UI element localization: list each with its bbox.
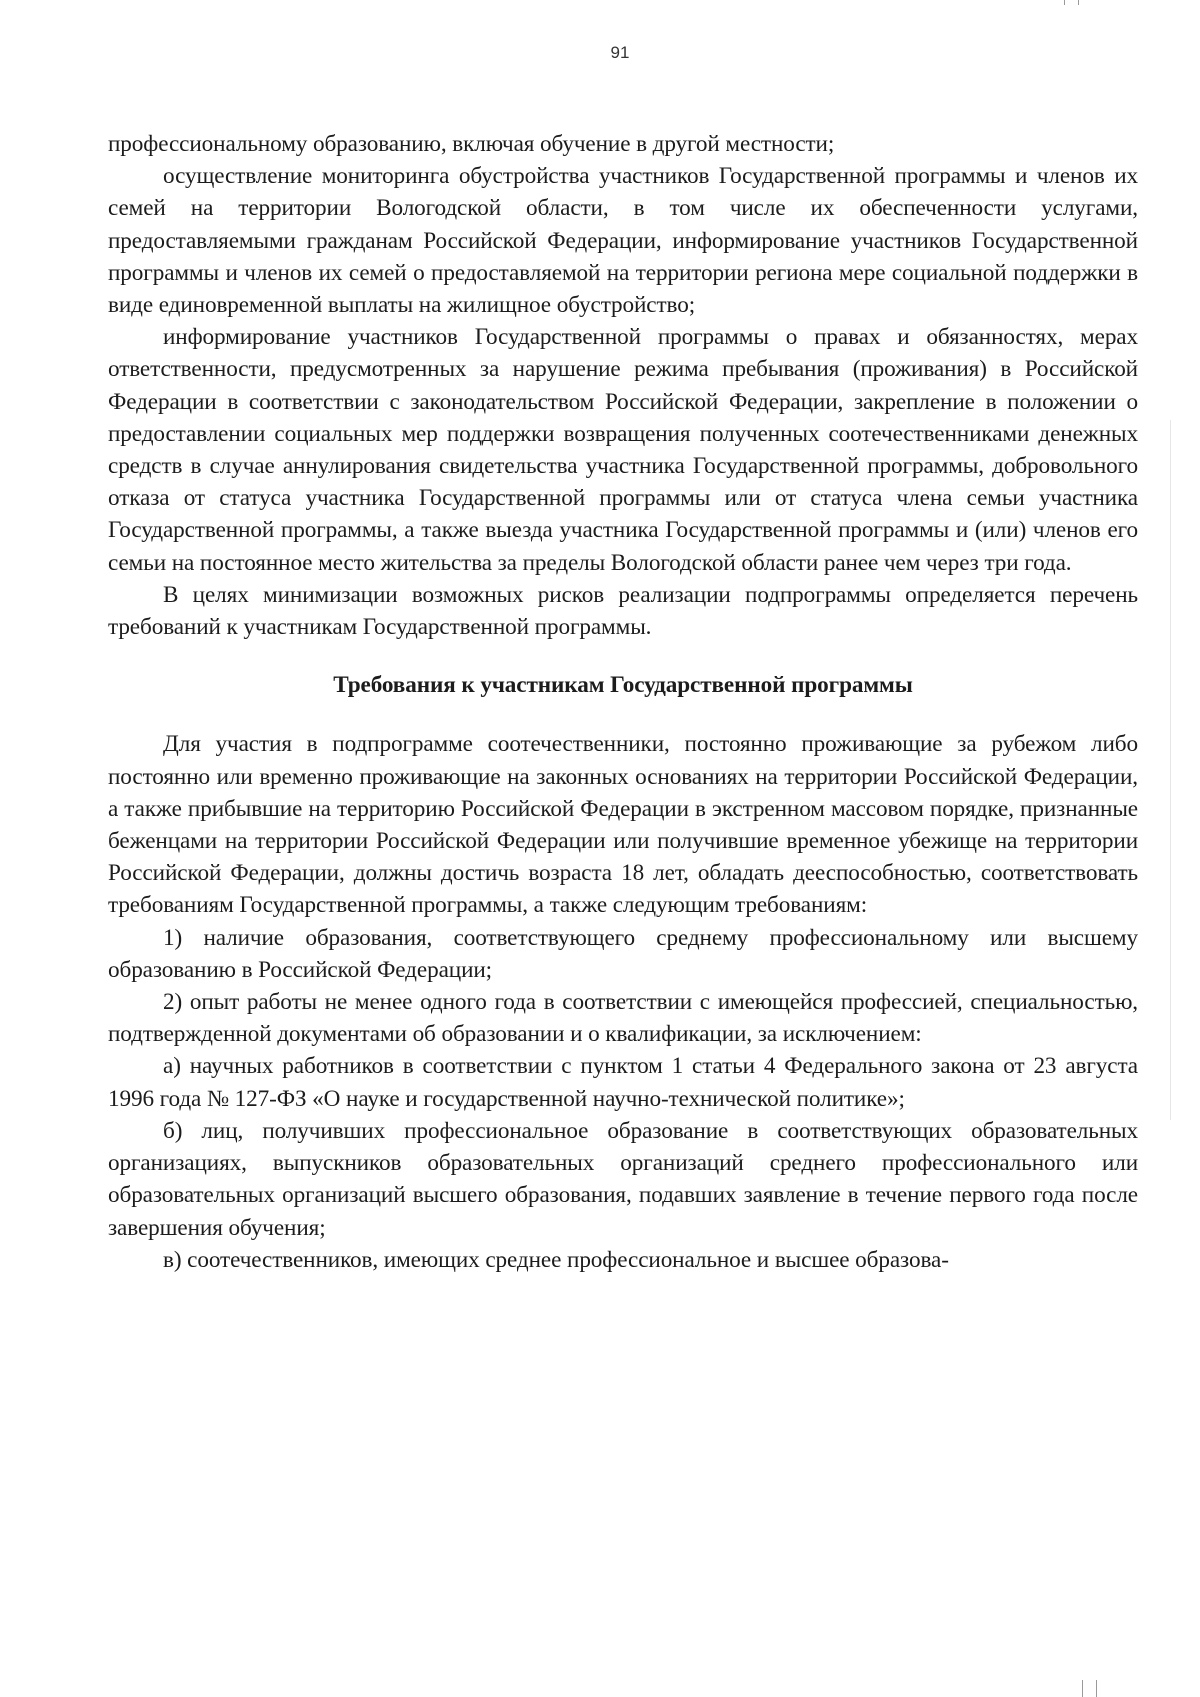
scan-edge-mark [1096,1680,1097,1697]
scan-edge-mark [1170,420,1171,1120]
paragraph: Для участия в подпрограмме соотечественники, постоянно проживающие за рубежом либо постоянно или временно проживающие на законных основаниях на территории Российской Федерации, а также прибывшие на территорию Российской Федерации в экстренном массовом порядке, признанные беженцами на территории Российской Федерации или получившие временное убежище на территории Российской Федерации, должны достичь возраста 18 лет, обладать дееспособностью, соответствовать требованиям Государственной программы, а также следующим требованиям: [108,731,1138,919]
paragraph: информирование участников Государственной программы о правах и обязанностях, мерах ответственности, предусмотренных за нарушение режима пребывания (проживания) в Российской Федерации в соответствии с законодательством Российской Федерации, закрепление в положении о предоставлении социальных мер поддержки возвращения полученных соотечественниками денежных средств в случае аннулирования свидетельства участника Государственной программы, добровольного отказа от статуса участника Государственной программы или от статуса члена семьи участника Государственной программы, а также выезда участника Государственной программы и (или) членов его семьи на постоянное место жительства за пределы Вологодской области ранее чем через три года. [108,324,1138,576]
paragraph-continuation: профессиональному образованию, включая обучение в другой местности; [108,131,835,157]
scan-edge-mark [1064,0,1065,5]
list-item: 1) наличие образования, соответствующего среднему профессиональному или высшему образованию в Российской Федерации; [108,924,1138,983]
page-number: 91 [610,43,630,62]
sub-list-item: в) соотечественников, имеющих среднее профессиональное и высшее образова- [163,1246,949,1273]
section-heading: Требования к участникам Государственной программы [333,672,913,699]
list-item: 2) опыт работы не менее одного года в соответствии с имеющейся профессией, специальностью, подтвержденной документами об образовании и о квалификации, за исключением: [108,989,1138,1048]
paragraph: осуществление мониторинга обустройства участников Государственной программы и членов их семей на территории Вологодской области, в том числе их обеспеченности услугами, предоставляемыми гражданам Российской Федерации, информирование участников Государственной программы и членов их семей о предоставляемой на территории региона мере социальной поддержки в виде единовременной выплаты на жилищное обустройство; [108,163,1138,319]
sub-list-item: а) научных работников в соответствии с пунктом 1 статьи 4 Федерального закона от 23 августа 1996 года № 127-ФЗ «О науке и государственной научно-технической политике»; [108,1053,1138,1112]
document-body [108,128,1138,1276]
sub-list-item: б) лиц, получивших профессиональное образование в соответствующих образовательных организациях, выпускников образовательных организаций среднего профессионального или образовательных организаций высшего образования, подавших заявление в течение первого года после завершения обучения; [108,1117,1138,1241]
scan-edge-mark [1078,0,1079,5]
scan-edge-mark [1082,1680,1083,1697]
paragraph: В целях минимизации возможных рисков реализации подпрограммы определяется перечень требований к участникам Государственной программы. [108,581,1138,641]
